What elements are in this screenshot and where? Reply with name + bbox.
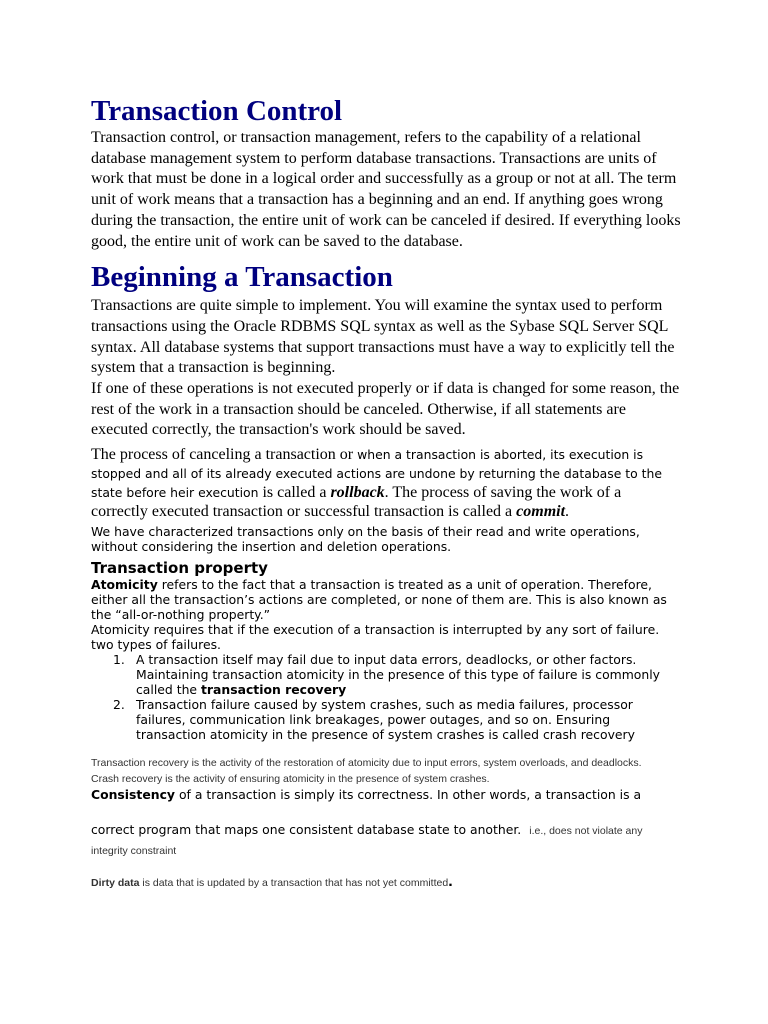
term-rollback: rollback xyxy=(330,484,385,502)
paragraph-cancel: If one of these operations is not executed properly or if data is changed for some reason, the rest of the work in a transaction should be canceled. Otherwise, if all statements are executed correctly, the transaction's work should be saved. xyxy=(91,380,680,439)
list-text: Transaction failure caused by system crashes, such as media failures, processor failures, communication link breakages, power outages, and so on. Ensuring transaction atomicity in the presence of system crashes is called crash recovery xyxy=(136,697,635,743)
document-body xyxy=(91,94,681,892)
paragraph-consistency xyxy=(91,787,681,803)
heading-transaction-control: Transaction Control xyxy=(91,95,343,127)
term-commit: commit xyxy=(516,503,566,521)
paragraph-rollback-commit xyxy=(91,445,681,521)
dirty-data-text: is data that is updated by a transaction that has not yet committed xyxy=(139,877,449,890)
paragraph-syntax: Transactions are quite simple to implement. You will examine the syntax used to perform transactions using the Oracle RDBMS SQL syntax as well as the Sybase SQL Server SQL syntax. All database systems that support transactions must have a way to explicitly tell the system that a transaction is beginning. xyxy=(91,297,675,377)
list-item xyxy=(113,652,681,698)
paragraph-atomicity-requires: Atomicity requires that if the execution of a transaction is interrupted by any sort of failure. two types of failures. xyxy=(91,622,660,653)
paragraph-atomicity xyxy=(91,577,681,622)
consistency-text-2: correct program that maps one consistent database state to another. xyxy=(91,822,522,838)
heading-beginning-transaction: Beginning a Transaction xyxy=(91,261,393,294)
heading-transaction-property: Transaction property xyxy=(91,559,268,578)
paragraph-consistency-cont xyxy=(91,820,681,860)
term-atomicity: Atomicity xyxy=(91,577,158,593)
text-run: . The process of saving the work of a correctly executed transaction or successful transaction is called a xyxy=(91,484,622,521)
note-crash-recovery: Crash recovery is the activity of ensuring atomicity in the presence of system crashes. xyxy=(91,772,490,785)
paragraph-dirty-data xyxy=(91,874,681,892)
consistency-text: of a transaction is simply its correctness. In other words, a transaction is a xyxy=(175,787,642,803)
term-consistency: Consistency xyxy=(91,787,175,803)
text-run: is called a xyxy=(258,484,331,502)
list-number: 2. xyxy=(113,697,125,713)
term-transaction-recovery: transaction recovery xyxy=(201,682,347,698)
atomicity-text: refers to the fact that a transaction is treated as a unit of operation. Therefore, either all the transaction’s actions are completed, or none of them are. This is also known as the “all-or-nothing property.” xyxy=(91,577,667,623)
note-transaction-recovery: Transaction recovery is the activity of the restoration of atomicity due to input errors, system overloads, and deadlocks. xyxy=(91,757,642,770)
text-run: . xyxy=(565,503,570,521)
failure-types-list xyxy=(91,652,681,742)
paragraph-intro: Transaction control, or transaction management, refers to the capability of a relational database management system to perform database transactions. Transactions are units of work that must be done in a logical order and successfully as a group or not at all. The term unit of work means that a transaction has a beginning and an end. If anything goes wrong during the transaction, the entire unit of work can be canceled if desired. If everything looks good, the entire unit of work can be saved to the database. xyxy=(91,129,681,250)
list-item-text xyxy=(136,652,681,697)
list-number: 1. xyxy=(113,652,125,668)
list-text: A transaction itself may fail due to input data errors, deadlocks, or other factors. Maintaining transaction atomicity in the presence of this type of failure is commonly called the xyxy=(136,652,660,698)
text-run-sans: when a transaction is aborted, its execution is stopped and all of its already executed actions are undone by returning the database to the state before heir execution xyxy=(91,447,663,501)
paragraph-characterized: We have characterized transactions only on the basis of their read and write operations, without considering the insertion and deletion operations. xyxy=(91,524,640,555)
list-item xyxy=(113,697,681,743)
consistency-note: i.e., does not violate any integrity constraint xyxy=(91,825,643,858)
dirty-data-dot: . xyxy=(448,873,453,891)
term-dirty-data: Dirty data xyxy=(91,877,140,890)
list-item-text xyxy=(136,697,681,742)
text-run: The process of canceling a transaction or xyxy=(91,446,358,464)
